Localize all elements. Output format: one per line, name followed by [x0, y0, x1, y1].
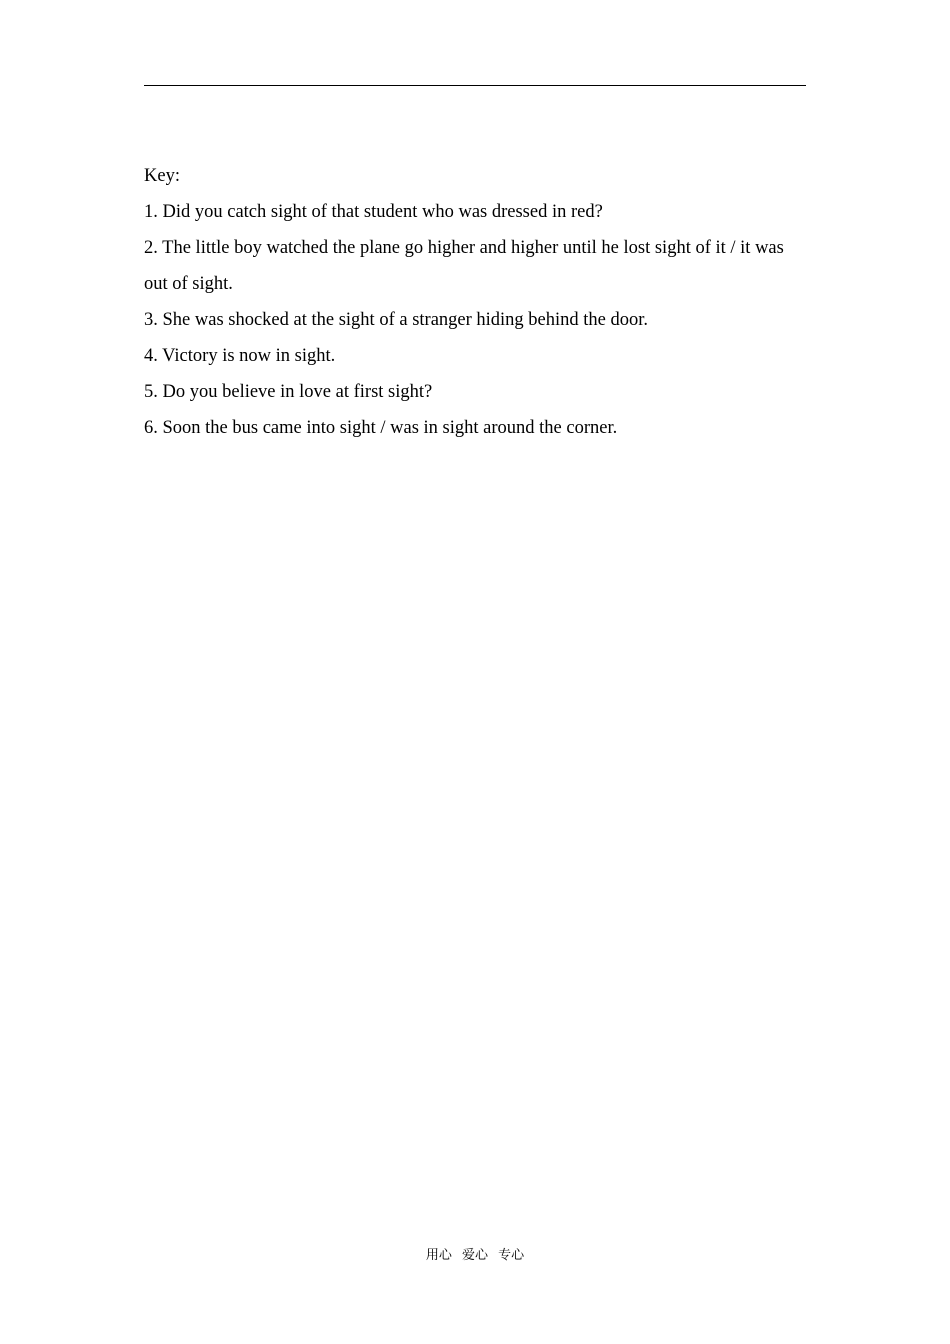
answer-item: 4. Victory is now in sight. [144, 346, 336, 366]
header-rule [144, 85, 806, 86]
answer-item: 3. She was shocked at the sight of a stranger hiding behind the door. [144, 310, 649, 330]
answer-item: 2. The little boy watched the plane go higher and higher until he lost sight of it / it was out of sight. [144, 238, 784, 294]
answer-key [144, 158, 808, 446]
page-footer: 用心 爱心 专心 [425, 1248, 525, 1263]
key-heading: Key: [144, 166, 180, 186]
answer-item: 1. Did you catch sight of that student who was dressed in red? [144, 202, 603, 222]
answer-item: 5. Do you believe in love at first sight? [144, 382, 433, 402]
answer-item: 6. Soon the bus came into sight / was in sight around the corner. [144, 418, 618, 438]
